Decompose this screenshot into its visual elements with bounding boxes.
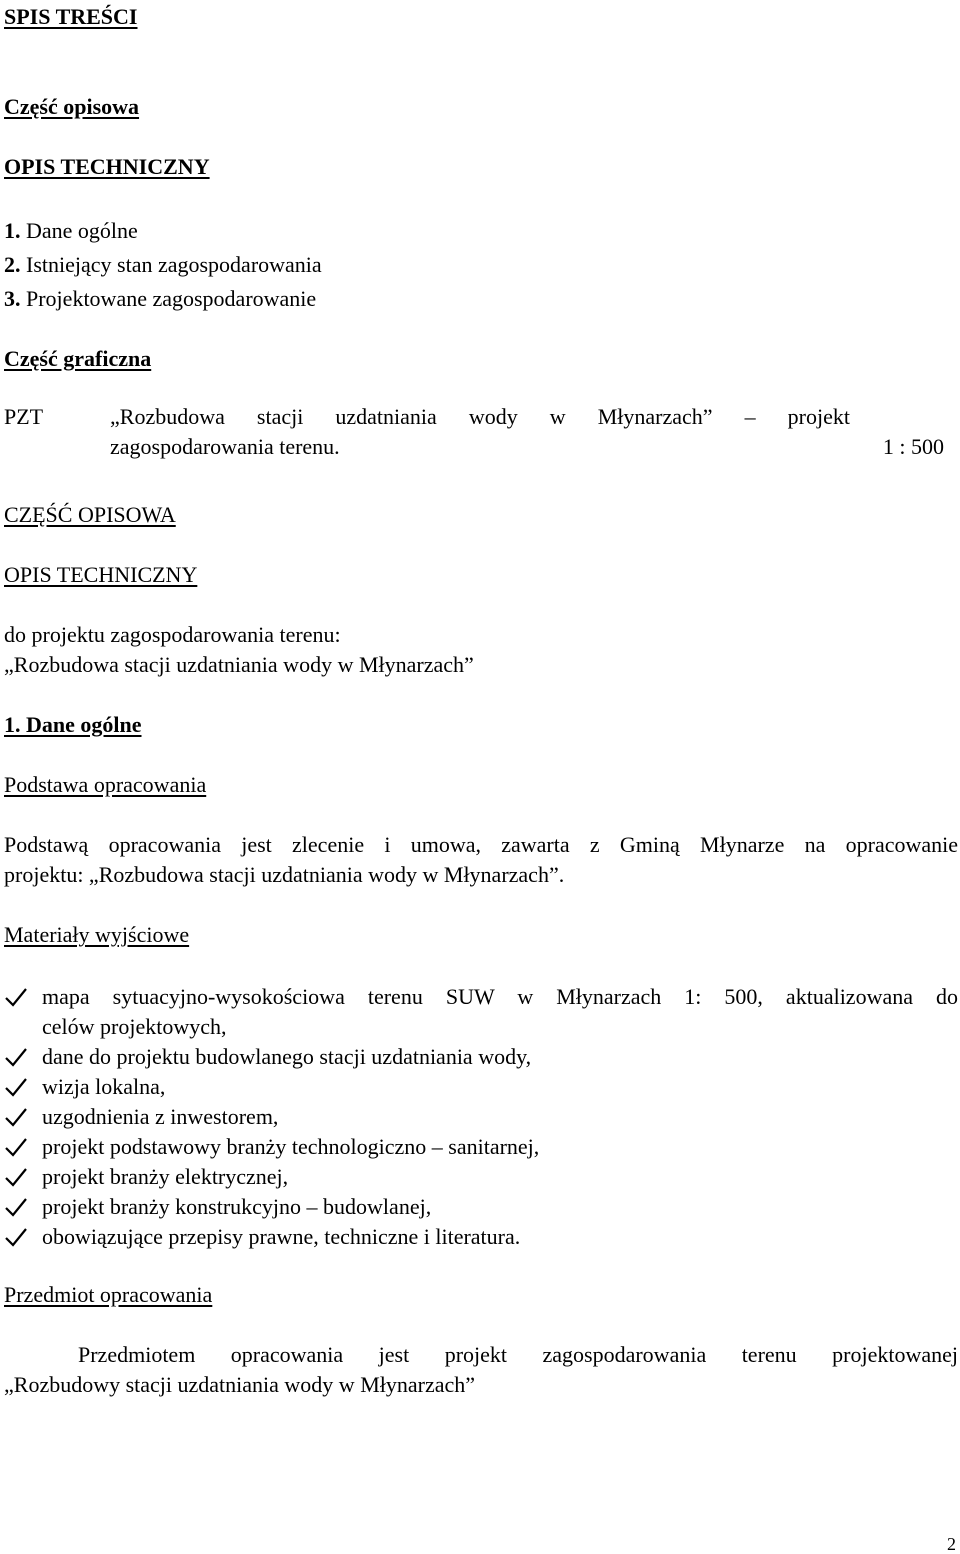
subject-text-line1: Przedmiotem opracowania jest projekt zagospodarowania terenu projektowanej [78, 1342, 958, 1367]
page-number: 2 [947, 1534, 956, 1554]
toc-item-number: 1. [4, 218, 21, 243]
list-item-text: projekt branży konstrukcyjno – budowlanej, [42, 1194, 432, 1219]
drawing-title-word: stacji [256, 404, 304, 429]
list-item [4, 1162, 958, 1192]
toc-item-label: Istniejący stan zagospodarowania [26, 252, 322, 277]
section1-title: 1. Dane ogólne [4, 712, 142, 737]
materials-list [4, 982, 958, 1252]
list-item [4, 1042, 958, 1072]
subject-text-line2: „Rozbudowy stacji uzdatniania wody w Młynarzach” [4, 1372, 476, 1397]
part-heading: CZĘŚĆ OPISOWA [4, 502, 176, 527]
check-icon [4, 986, 28, 1008]
toc-item [4, 220, 138, 242]
drawing-code: PZT [4, 404, 44, 429]
toc-descriptive-part: Część opisowa [4, 94, 140, 119]
list-item-text: dane do projektu budowlanego stacji uzdatniania wody, [42, 1044, 532, 1069]
list-item [4, 982, 958, 1042]
list-item-text-continued: celów projektowych, [42, 1014, 227, 1039]
drawing-title-word: projekt [787, 404, 850, 429]
list-item [4, 1222, 958, 1252]
drawing-title-word: – [744, 404, 756, 429]
toc-item-label: Projektowane zagospodarowanie [26, 286, 317, 311]
subject-line2: „Rozbudowa stacji uzdatniania wody w Młynarzach” [4, 652, 474, 677]
toc-item [4, 254, 322, 276]
check-icon [4, 1106, 28, 1128]
doc-heading: OPIS TECHNICZNY [4, 562, 198, 587]
list-item-text: projekt podstawowy branży technologiczno – sanitarnej, [42, 1134, 540, 1159]
drawing-title-word: Młynarzach” [597, 404, 713, 429]
list-item [4, 1132, 958, 1162]
toc-item-number: 2. [4, 252, 21, 277]
list-item-text: projekt branży elektrycznej, [42, 1164, 289, 1189]
drawing-title-line2: zagospodarowania terenu. [110, 434, 340, 459]
drawing-title-line1 [110, 406, 850, 428]
check-icon [4, 1226, 28, 1248]
check-icon [4, 1076, 28, 1098]
list-item-text: mapa sytuacyjno-wysokościowa terenu SUW w Młynarzach 1: 500, aktualizowana do [42, 984, 958, 1009]
basis-heading: Podstawa opracowania [4, 772, 207, 797]
check-icon [4, 1136, 28, 1158]
list-item-text: uzgodnienia z inwestorem, [42, 1104, 279, 1129]
list-item [4, 1102, 958, 1132]
toc-technical-description: OPIS TECHNICZNY [4, 154, 210, 179]
subject-line1: do projektu zagospodarowania terenu: [4, 622, 341, 647]
basis-line2: projektu: „Rozbudowa stacji uzdatniania wody w Młynarzach”. [4, 862, 565, 887]
toc-graphic-part: Część graficzna [4, 346, 152, 371]
list-item [4, 1072, 958, 1102]
drawing-title-word: uzdatniania [335, 404, 437, 429]
subject-heading: Przedmiot opracowania [4, 1282, 213, 1307]
materials-heading: Materiały wyjściowe [4, 922, 190, 947]
check-icon [4, 1166, 28, 1188]
list-item [4, 1192, 958, 1222]
drawing-title-word: „Rozbudowa [110, 404, 225, 429]
toc-item [4, 288, 316, 310]
drawing-title-word: w [549, 404, 566, 429]
toc-title: SPIS TREŚCI [4, 4, 138, 29]
drawing-title-word: wody [468, 404, 518, 429]
drawing-scale: 1 : 500 [882, 434, 944, 459]
toc-item-label: Dane ogólne [26, 218, 138, 243]
check-icon [4, 1046, 28, 1068]
list-item-text: wizja lokalna, [42, 1074, 166, 1099]
check-icon [4, 1196, 28, 1218]
list-item-text: obowiązujące przepisy prawne, techniczne i literatura. [42, 1224, 521, 1249]
toc-item-number: 3. [4, 286, 21, 311]
basis-line1: Podstawą opracowania jest zlecenie i umowa, zawarta z Gminą Młynarze na opracowanie [4, 832, 958, 857]
